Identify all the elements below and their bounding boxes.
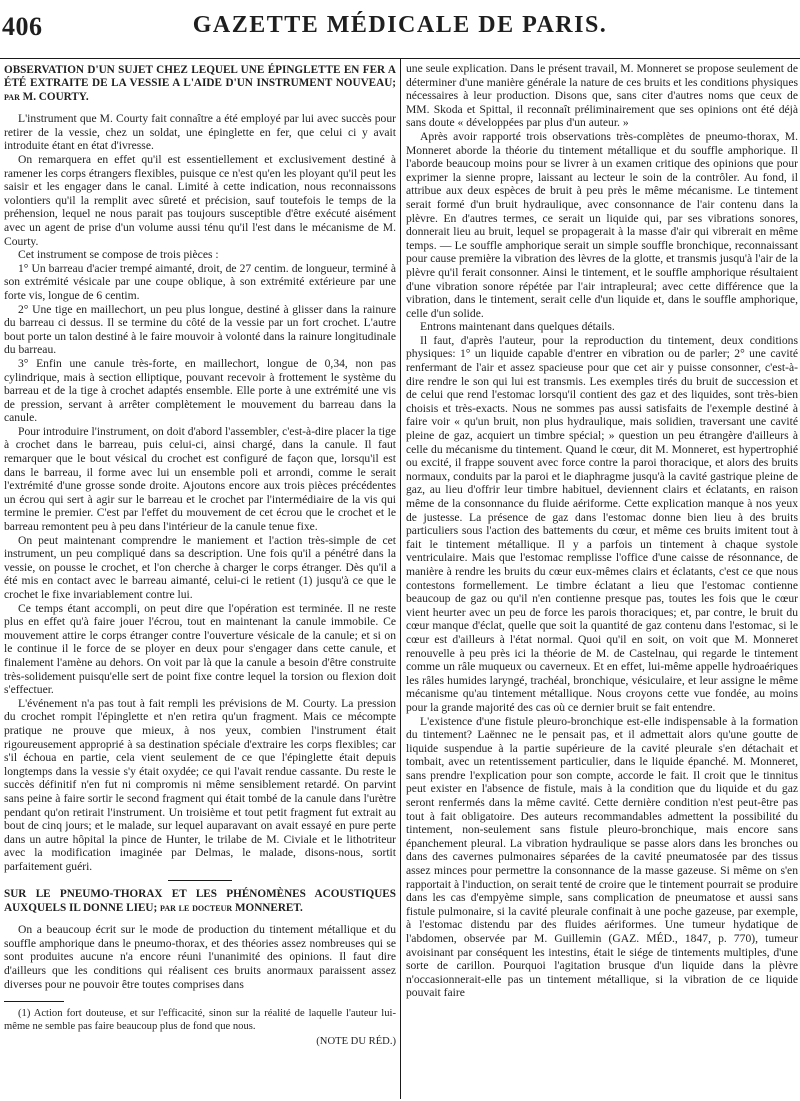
paragraph: On remarquera en effet qu'il est essentiellement et exclusivement destiné à ramener les corps étrangers flexibles, puisque ce n'est qu'en les ployant qu'il peut les saisir et les engager dans le canal. Limité à cette indication, nous reconnaissons volontiers qu'il la remplit avec sûreté et précision, sauf toutefois le temps de la préhension, lequel ne nous parait pas toujours susceptible d'être exécuté aisément avec un agent de prise d'un volume aussi ténu qu'il l'est dans le mécanisme de M. Courty.: [4, 153, 396, 248]
paragraph: L'existence d'une fistule pleuro-bronchique est-elle indispensable à la formation du tintement? Laënnec ne le pensait pas, et il admettait alors qu'une goutte de liquide suspendue à la partie supérieure de la cavité pleurale s'en détachait et tombait, avec un retentissement particulier, dans le liquide épanché. M. Monneret, sans prendre l'explication pour son compte, accorde le fait. Il croit que le tinnitus peut exister en l'absence de fistule, mais à la condition que du liquide et du gaz seront renfermés dans la même cavité. Cette dernière condition n'est peut-être pas tout à fait obligatoire. Des auteurs recommandables admettent la possibilité du tintement, non-seulement sans fistule pleuro-bronchique, mais encore sans épanchement pleural. La vibration hydraulique se passe alors dans les bronches ou dans des cavernes pulmonaires séparées de la cavité pneumatosée par des tissus assez minces pour permettre la consonnance de la masse gazeuse. Si même on s'en rapportait à l'induction, on serait tenté de croire que le tintement pourrait se produire dans les cas d'empyème simple, sans complication de pneumatose et aussi sans fistule pulmonaire, si la cavité pleurale confinait à une poche gazeuse, par exemple, à l'estomac distendu par des fluides aériformes. Une tumeur hydatique de l'abdomen, observée par M. Guillemin (GAZ. MÉD., 1847, p. 770), tumeur avoisinant par conséquent les intestins, était le siége de tintements multiples, d'une sorte de carillon. Pourquoi l'agitation brusque d'un liquide dans la plèvre n'occasionnerait-elle pas un tintement métallique, si la vibration de ce liquide pouvait faire: [406, 714, 798, 1000]
paragraph: 1° Un barreau d'acier trempé aimanté, droit, de 27 centim. de longueur, terminé à son extrémité vésicale par une coupe oblique, à son extrémité extérieure par une forte vis, longue de 6 centim.: [4, 261, 396, 302]
article-separator: [168, 880, 232, 881]
paragraph: 3° Enfin une canule très-forte, en maillechort, longue de 0,34, non pas cylindrique, mais à section elliptique, pouvant recevoir à frottement le système du barreau et de la tige à crochet adaptés ensemble. Elle porte à une extrémité une vis de pression, servant à arrêter complètement le mouvement du barreau dans la canule.: [4, 356, 396, 425]
paragraph: On peut maintenant comprendre le maniement et l'action très-simple de cet instrument, un peu compliqué dans sa description. Une fois qu'il a pénétré dans la vessie, on pousse le crochet, et l'on cherche à charger le corps étranger. Dès qu'il a été mis en contact avec le barreau aimanté, celui-ci le retient (1) jusqu'à ce que le crochet le fixe invariablement contre lui.: [4, 533, 396, 601]
journal-title: GAZETTE MÉDICALE DE PARIS.: [192, 12, 608, 38]
paragraph: Ce temps étant accompli, on peut dire que l'opération est terminée. Il ne reste plus en effet qu'à faire jouer l'écrou, tout en maintenant la canule immobile. Ce mouvement attire le corps étranger contre l'ouverture vésicale de la canule; et si on le continue il le force de se ployer en deux pour s'engager dans cette canule, et finalement l'amène au dehors. On voit par là que la canule a besoin d'être construite très-solidement puisqu'elle sert de point fixe contre lequel la torsion ou flexion doit s'effectuer.: [4, 601, 396, 697]
paragraph: une seule explication. Dans le présent travail, M. Monneret se propose seulement de déterminer d'une manière générale la nature de ces bruits et les conditions physiques nécessaires à leur production. Disons que, sans citer d'autres noms que ceux de MM. Skoda et Spittal, il reconnaît préliminairement que ses opinions ont été déjà sans doute « développées par plus d'un auteur. »: [406, 62, 798, 130]
paragraph: L'événement n'a pas tout à fait rempli les prévisions de M. Courty. La pression du crochet rompit l'épinglette et n'en retira qu'un fragment. Mais ce mécompte pratique ne prouve que mieux, à nos yeux, combien l'instrument était rigoureusement approprié à sa destination spéciale d'extraire les corps flexibles; car s'il échoua en partie, cela vient seulement de ce que l'épinglette était depuis longtemps dans la vessie s'y était oxydée; ce qui l'avait rendue cassante. Du reste le succès définitif n'en fut ni compromis ni même sensiblement retardé. On parvint sans peine à faire sortir le second fragment qui était tombé de la canule dans l'urètre pendant qu'on retirait l'instrument. Un troisième et tout petit fragment fut extrait au bout de cinq jours; et le malade, sur lequel auparavant on avait essayé en pure perte dans un autre hôpital la pince de Hunter, le trilabe de M. Civiale et le lithotriteur avec la modification imaginée par Delmas, le malade, disons-nous, sortit parfaitement guéri.: [4, 696, 396, 873]
paragraph: L'instrument que M. Courty fait connaître a été employé par lui avec succès pour retirer de la vessie, chez un soldat, une épinglette en fer, que celui ci y avait introduite étant en état d'ivresse.: [4, 112, 396, 153]
paragraph: On a beaucoup écrit sur le mode de production du tintement métallique et du souffle amphorique dans le pneumo-thorax, et des théories assez nombreuses qui se sont produites aucune n'a encore réuni l'unanimité des opinions. Il faut dire d'ailleurs que les conditions qui réalisent ces bruits anormaux paraissent assez diverses pour ne pouvoir être toutes comprises dans: [4, 923, 396, 991]
paragraph: Pour introduire l'instrument, on doit d'abord l'assembler, c'est-à-dire placer la tige à crochet dans le barreau, puis celui-ci, ainsi chargé, dans la canule. Il faut remarquer que le bout vésical du crochet est configuré de façon que, lorsqu'il est dans le barreau, il forme avec lui un ensemble poli et arrondi, comme le serait l'extrémité d'une grosse sonde droite. Ajoutons encore aux trois pièces précédentes un écrou qui sert à agir sur le barreau et le crochet par l'intermédiaire de la vis qui termine le premier. C'est par l'effet du mouvement de cet écrou que le crochet et le barreau remontent peu à peu dans l'intérieur de la canule tenue fixe.: [4, 424, 396, 534]
footnote-rule: [4, 1001, 64, 1002]
page-header: [0, 0, 800, 59]
article-title-courty: OBSERVATION D'UN SUJET CHEZ LEQUEL UNE ÉPINGLETTE EN FER A ÉTÉ EXTRAITE DE LA VESSIE A L'AIDE D'UN INSTRUMENT NOUVEAU; par M. COURTY.: [4, 64, 396, 103]
paragraph: Il faut, d'après l'auteur, pour la reproduction du tintement, deux conditions physiques: 1° un liquide capable d'entrer en vibration ou de parler; 2° une cavité renfermant de l'air et assez spacieuse pour que cet air y puisse consonner, c'est-à-dire rendre le son qui lui est transmis. Les exemples tirés du bruit de succession et de celui que rend l'estomac lorsqu'il contient des gaz et des liquides, sont très-bien choisis et très-exacts. Nous ne sommes pas aussi satisfaits de l'exemple destiné à faire voir « qu'un bruit, non plus hydraulique, mais solidien, traversant une cavité pleine de gaz, acquiert un timbre spécial; » question un peu étrangère d'ailleurs à celle du mécanisme du tintement. Quand le cœur, dit M. Monneret, est hypertrophié ou excité, il frappe souvent avec force contre la paroi thoracique, et alors des bruits normaux, conduits par la paroi et le diaphragme jusqu'à la cavité gastrique pleine de gaz, au lieu d'offrir leur timbre habituel, deviennent clairs et éclatants, en raison même de la consonnance du fluide aériforme. Cette explication manque à nos yeux de justesse. La présence de gaz dans l'estomac donne bien lieu à des bruits particuliers sous l'action des battements du cœur, et même ces bruits imitent tout à fait le tintement métallique. Il y a parfois un tintement à chaque systole ventriculaire. Mais que l'estomac remplisse l'office d'une caisse de résonnance, de manière à rendre les bruits du cœur eux-mêmes clairs et éclatants, c'est ce que nous contestons formellement. Le timbre éclatant a lieu que l'estomac contienne beaucoup de gaz ou qu'il n'en contienne presque pas, toutes les fois que le cœur vient heurter avec un peu de force les parois thoraciques; et, par contre, le bruit du cœur manque d'éclat, quelle que soit la quantité de gaz contenu dans l'estomac, si le cœur est d'ailleurs à l'état normal. Quoi qu'il en soit, on voit que M. Monneret renouvelle à peu près ici la théorie de M. de Castelnau, qui regarde le tintement comme un râle muqueux ou caverneux. Et en effet, lui-même appelle hydroaériques les râles humides laryngé, trachéal, bronchique, vésiculaire, et leur assigne le même mécanisme qu'au tintement métallique. Nous croyons cette vue fondée, au moins pour la grande majorité des cas où ce dernier bruit se fait entendre.: [406, 333, 798, 714]
paragraph: Entrons maintenant dans quelques détails.: [420, 320, 615, 334]
paragraph: 2° Une tige en maillechort, un peu plus longue, destiné à glisser dans la rainure du barreau ci dessus. Il se termine du côté de la vessie par un fort crochet. L'autre bout porte un talon destiné à le faire mouvoir à volonté dans la rainure longitudinale du barreau.: [4, 302, 396, 357]
footnote: (1) Action fort douteuse, et sur l'efficacité, sinon sur la réalité de laquelle l'auteur lui-même ne semble pas faire beaucoup plus de fond que nous.: [4, 1008, 396, 1032]
right-column: [406, 62, 798, 1097]
footnote-source: (NOTE DU RÉD.): [316, 1036, 396, 1048]
column-divider: [400, 58, 401, 1099]
paragraph: Cet instrument se compose de trois pièces :: [18, 248, 219, 262]
left-column: [4, 62, 398, 1097]
paragraph: Après avoir rapporté trois observations très-complètes de pneumo-thorax, M. Monneret aborde la théorie du tintement métallique et du souffle amphorique. Il l'aborde beaucoup moins pour se livrer à un examen critique des opinions que pour exprimer la sienne propre, laissant au lecteur le soin de la contrôler. Au fond, il attribue aux deux espèces de bruit à peu près le même mécanisme. Le tintement serait formé d'un bruit hydraulique, avec consonnance de l'air contenu dans la plèvre. En d'autres termes, ce serait un liquide qui, par ses vibrations sonores, donnerait lieu au bruit, lequel se propagerait à la masse d'air qui vibrerait en même temps. — Le souffle amphorique serait un simple souffle bronchique, reconnaissant pour cause première la vibration des lèvres de la glotte, et transmis jusqu'à l'air de la plèvre qu'il ferait consonner. Ainsi le tintement, et le souffle amphorique résultaient d'une vibration sonore répétée par l'air intrapleural; avec cette différence que la vibration, dans le tintement, serait celle d'un liquide et, dans le souffle amphorique, celle d'un solide.: [406, 129, 798, 320]
page-number: 406: [2, 12, 43, 41]
article-title-monneret: SUR LE PNEUMO-THORAX ET LES PHÉNOMÈNES ACOUSTIQUES AUXQUELS IL DONNE LIEU; par le docteur MONNERET.: [4, 888, 396, 914]
